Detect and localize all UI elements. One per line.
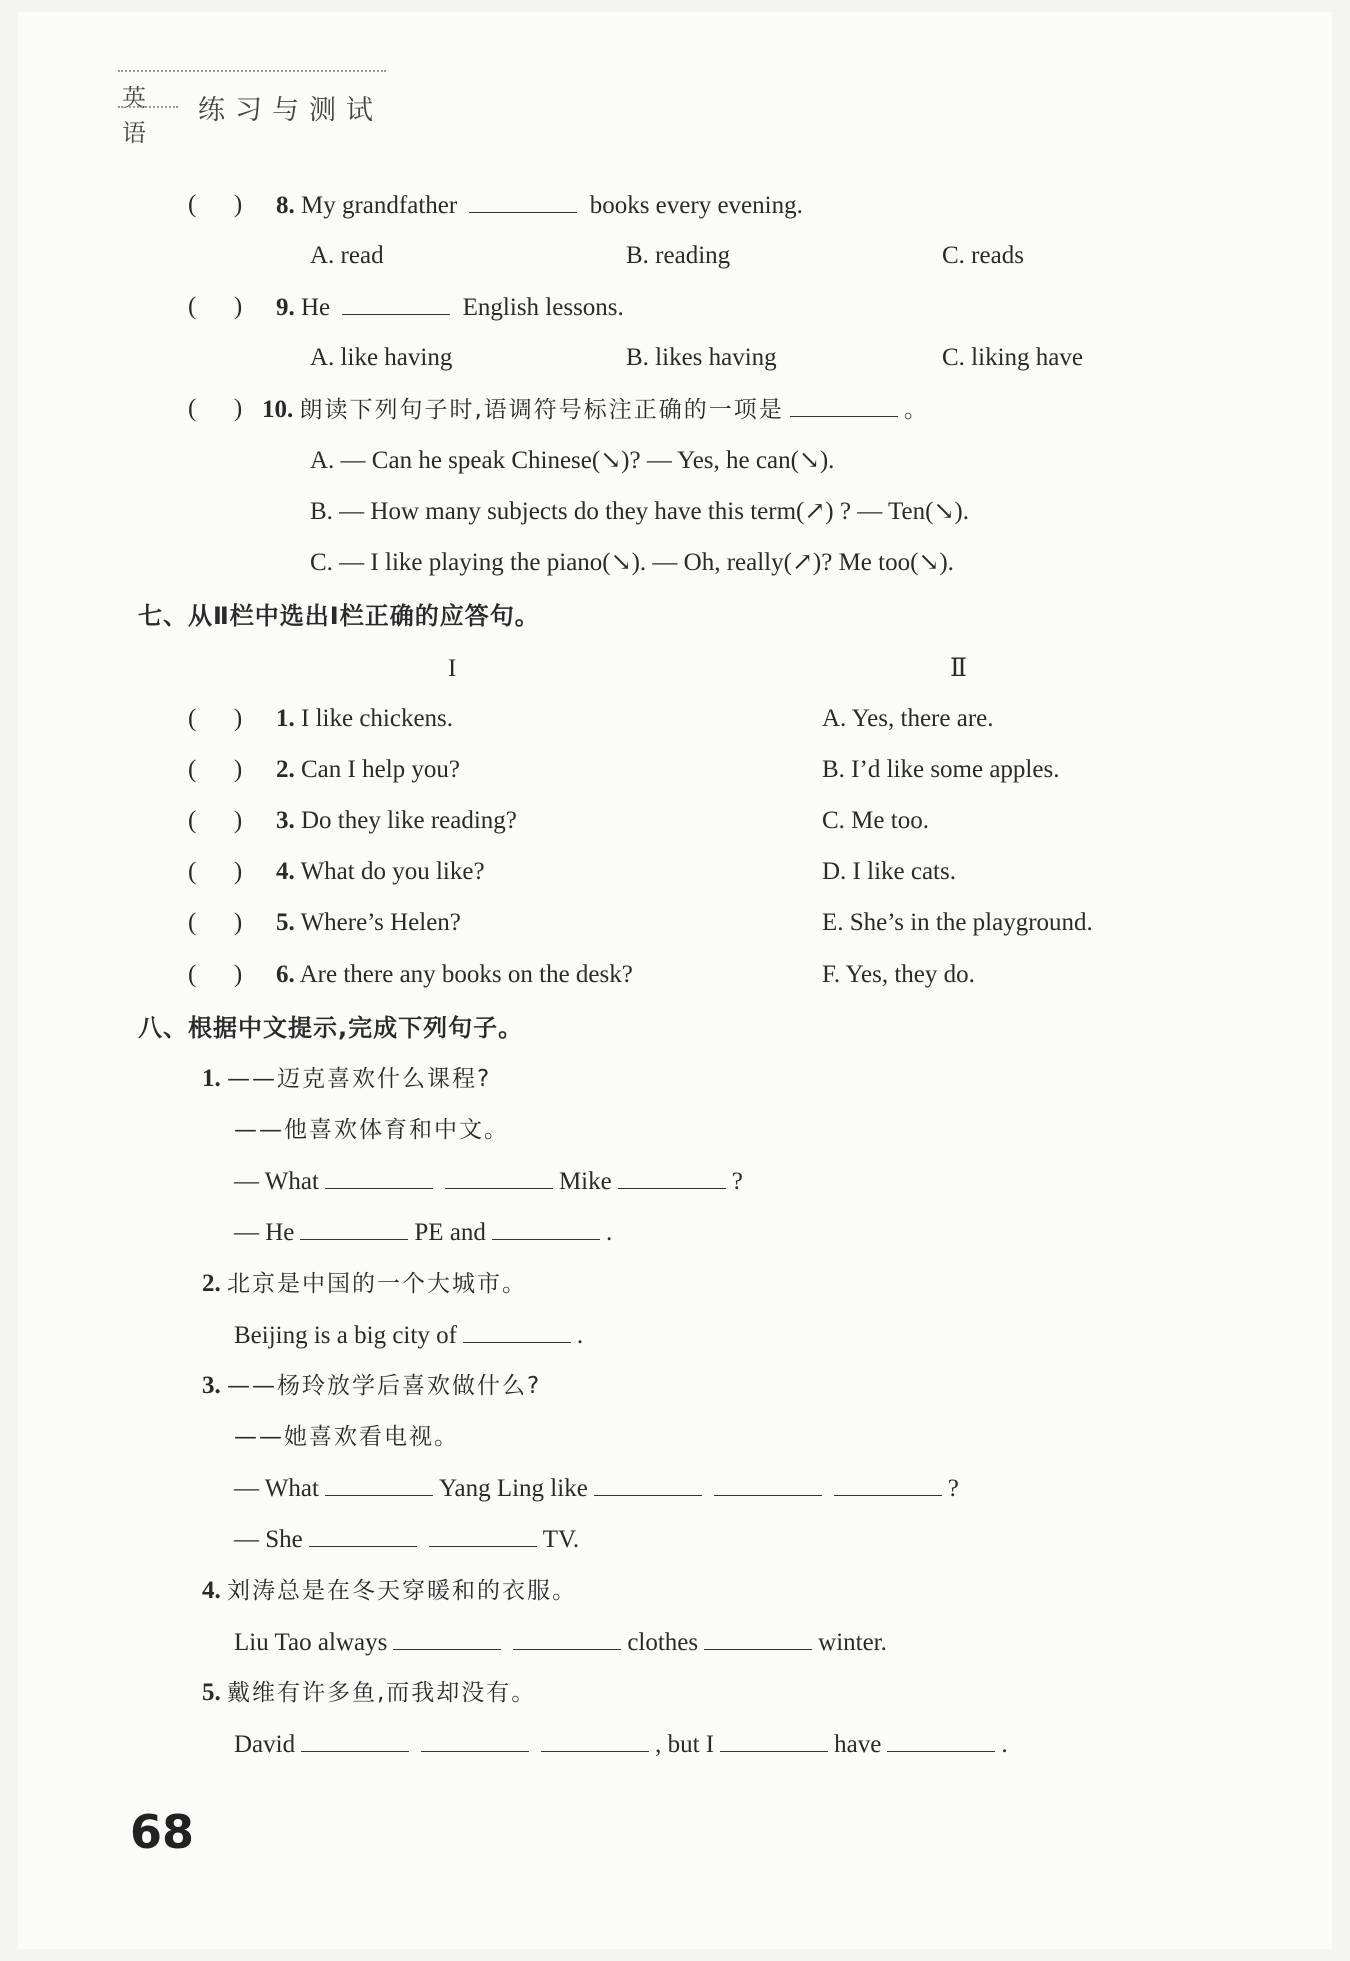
match-option: C. Me too. — [822, 807, 929, 834]
question-number: 8 — [276, 192, 289, 219]
section-8-q2-prompt: 2. 北京是中国的一个大城市。 — [202, 1270, 527, 1297]
section-8-q3-answer-2: — She TV. — [234, 1526, 580, 1553]
option[interactable]: A. like having — [310, 344, 453, 371]
column-2-heading: Ⅱ — [950, 655, 967, 682]
header-series: 练习与测试 — [198, 95, 383, 126]
section-8-q5-prompt: 5. 戴维有许多鱼,而我却没有。 — [202, 1679, 537, 1706]
section-8-q3-prompt: 3. ——杨玲放学后喜欢做什么? — [202, 1372, 542, 1399]
answer-blank[interactable] — [463, 1320, 571, 1343]
answer-blank[interactable] — [513, 1627, 621, 1650]
section-8-q5-answer: David , but I have . — [234, 1731, 1008, 1758]
question-10: 10. 朗读下列句子时,语调符号标注正确的一项是 。 — [262, 396, 929, 423]
option[interactable]: C. reads — [942, 242, 1024, 269]
section-8-q4-prompt: 4. 刘涛总是在冬天穿暖和的衣服。 — [202, 1577, 577, 1604]
answer-blank[interactable] — [834, 1473, 942, 1496]
column-1-heading: I — [448, 655, 457, 682]
answer-blank[interactable] — [393, 1627, 501, 1650]
header-subject: 英语 — [122, 84, 148, 147]
match-item: 4. What do you like? — [276, 858, 485, 885]
match-option: E. She’s in the playground. — [822, 909, 1093, 936]
answer-blank[interactable] — [469, 190, 577, 213]
match-item: 5. Where’s Helen? — [276, 909, 461, 936]
answer-blank[interactable] — [301, 1729, 409, 1752]
answer-blank[interactable] — [720, 1729, 828, 1752]
match-option: B. I’d like some apples. — [822, 756, 1060, 783]
question-8: 8. My grandfather books every evening. — [276, 192, 803, 219]
answer-blank[interactable] — [594, 1473, 702, 1496]
match-item: 2. Can I help you? — [276, 756, 460, 783]
match-item: 6. Are there any books on the desk? — [276, 961, 633, 988]
option[interactable]: C. liking have — [942, 344, 1083, 371]
answer-paren[interactable]: ( ) — [188, 191, 243, 218]
section-8-q1-answer-2: — He PE and . — [234, 1219, 613, 1246]
question-number: 10 — [262, 396, 287, 423]
answer-blank[interactable] — [790, 394, 898, 417]
answer-paren[interactable]: ( ) — [188, 909, 243, 936]
match-option: F. Yes, they do. — [822, 961, 975, 988]
option[interactable]: B. — How many subjects do they have this term(↗) ? — Ten(↘). — [310, 498, 969, 525]
answer-blank[interactable] — [325, 1166, 433, 1189]
answer-paren[interactable]: ( ) — [188, 756, 243, 783]
option[interactable]: A. read — [310, 242, 384, 269]
match-item: 1. I like chickens. — [276, 705, 454, 732]
answer-blank[interactable] — [887, 1729, 995, 1752]
answer-paren[interactable]: ( ) — [188, 961, 243, 988]
header-dotted-rule — [118, 70, 386, 72]
answer-blank[interactable] — [421, 1729, 529, 1752]
answer-paren[interactable]: ( ) — [188, 858, 243, 885]
answer-paren[interactable]: ( ) — [188, 395, 243, 422]
answer-blank[interactable] — [309, 1524, 417, 1547]
section-8-title: 八、根据中文提示,完成下列句子。 — [138, 1014, 524, 1042]
question-9: 9. He English lessons. — [276, 294, 624, 321]
page-number: 68 — [130, 1805, 195, 1859]
answer-paren[interactable]: ( ) — [188, 293, 243, 320]
question-number: 9 — [276, 294, 289, 321]
section-8-q1-prompt: 1. ——迈克喜欢什么课程? — [202, 1065, 492, 1092]
match-item: 3. Do they like reading? — [276, 807, 517, 834]
answer-blank[interactable] — [618, 1166, 726, 1189]
answer-blank[interactable] — [714, 1473, 822, 1496]
section-8-q1-prompt-2: ——他喜欢体育和中文。 — [234, 1117, 509, 1143]
answer-blank[interactable] — [541, 1729, 649, 1752]
match-option: D. I like cats. — [822, 858, 956, 885]
section-8-q1-answer-1: — What Mike ? — [234, 1168, 743, 1195]
section-8-q3-answer-1: — What Yang Ling like ? — [234, 1475, 959, 1502]
option[interactable]: B. reading — [626, 242, 731, 269]
answer-blank[interactable] — [300, 1217, 408, 1240]
section-7-title: 七、从Ⅱ栏中选出Ⅰ栏正确的应答句。 — [138, 602, 540, 630]
answer-blank[interactable] — [445, 1166, 553, 1189]
section-8-q2-answer: Beijing is a big city of . — [234, 1322, 584, 1349]
match-option: A. Yes, there are. — [822, 705, 994, 732]
option[interactable]: A. — Can he speak Chinese(↘)? — Yes, he can(↘). — [310, 447, 835, 474]
answer-blank[interactable] — [325, 1473, 433, 1496]
answer-blank[interactable] — [704, 1627, 812, 1650]
section-8-q4-answer: Liu Tao always clothes winter. — [234, 1629, 887, 1656]
option[interactable]: C. — I like playing the piano(↘). — Oh, really(↗)? Me too(↘). — [310, 549, 954, 576]
section-8-q3-prompt-2: ——她喜欢看电视。 — [234, 1424, 459, 1450]
answer-paren[interactable]: ( ) — [188, 705, 243, 732]
answer-paren[interactable]: ( ) — [188, 807, 243, 834]
header-subject-rule — [118, 106, 178, 108]
answer-blank[interactable] — [342, 292, 450, 315]
answer-blank[interactable] — [429, 1524, 537, 1547]
option[interactable]: B. likes having — [626, 344, 777, 371]
answer-blank[interactable] — [492, 1217, 600, 1240]
